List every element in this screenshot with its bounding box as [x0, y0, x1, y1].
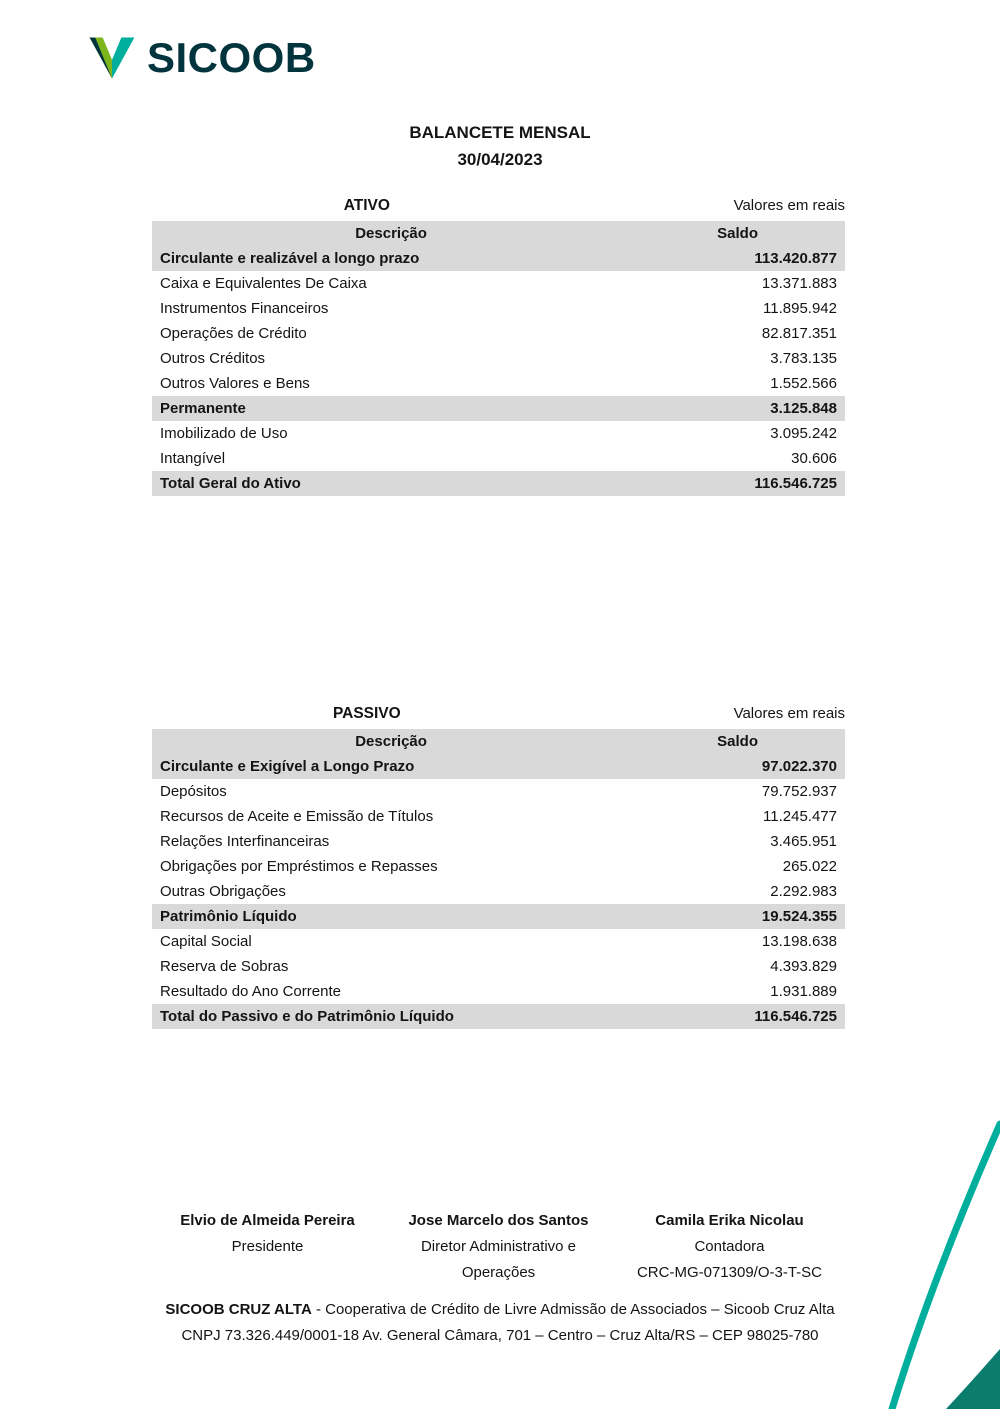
signature-role: Presidente — [231, 1238, 304, 1255]
row-label: Outras Obrigações — [160, 883, 286, 900]
signature-name: Elvio de Almeida Pereira — [180, 1212, 355, 1229]
signatures-block — [152, 1208, 845, 1286]
ativo-section-head — [152, 197, 845, 215]
ativo-table — [152, 221, 845, 496]
ativo-unit-label: Valores em reais — [733, 197, 845, 214]
signature-role-extra: Operações — [461, 1264, 536, 1281]
table-row — [152, 754, 845, 779]
row-value: 3.465.951 — [770, 833, 837, 850]
row-label: Relações Interfinanceiras — [160, 833, 330, 850]
table-row — [152, 979, 845, 1004]
row-value: 3.095.242 — [770, 425, 837, 442]
footer-line1 — [0, 1297, 1000, 1323]
signature-diretor — [383, 1208, 614, 1286]
document-title-line1: BALANCETE MENSAL — [409, 123, 591, 142]
row-value: 30.606 — [791, 450, 837, 467]
row-value: 13.371.883 — [761, 275, 837, 292]
row-label: Total do Passivo e do Patrimônio Líquido — [152, 1004, 630, 1029]
ativo-section-title: ATIVO — [343, 197, 390, 214]
row-label: Depósitos — [160, 783, 227, 800]
table-row — [152, 779, 845, 804]
table-row — [152, 396, 845, 421]
row-label: Operações de Crédito — [160, 325, 307, 342]
ativo-section — [152, 197, 845, 496]
signature-role: Contadora — [694, 1238, 765, 1255]
row-value: 265.022 — [782, 858, 837, 875]
table-row — [152, 246, 845, 271]
signature-presidente — [152, 1208, 383, 1286]
table-row — [152, 929, 845, 954]
row-label: Patrimônio Líquido — [152, 904, 630, 929]
table-row — [152, 954, 845, 979]
row-label: Total Geral do Ativo — [152, 471, 630, 496]
row-label: Intangível — [160, 450, 226, 467]
footer-coop-desc: - Cooperativa de Crédito de Livre Admissão de Associados – Sicoob Cruz Alta — [311, 1301, 835, 1318]
table-row — [152, 829, 845, 854]
sicoob-logo-icon — [84, 36, 140, 80]
row-label: Capital Social — [160, 933, 252, 950]
table-row — [152, 371, 845, 396]
table-row — [152, 446, 845, 471]
row-label: Circulante e realizável a longo prazo — [152, 246, 630, 271]
row-label: Permanente — [152, 396, 630, 421]
table-row — [152, 421, 845, 446]
table-row — [152, 804, 845, 829]
footer — [0, 1297, 1000, 1349]
row-value: 11.895.942 — [763, 300, 837, 317]
passivo-section — [152, 705, 845, 1029]
row-value: 4.393.829 — [770, 958, 837, 975]
signature-name: Jose Marcelo dos Santos — [408, 1212, 589, 1229]
row-value: 3.125.848 — [630, 396, 845, 421]
row-label: Obrigações por Empréstimos e Repasses — [160, 858, 438, 875]
row-value: 2.292.983 — [770, 883, 837, 900]
row-value: 1.552.566 — [770, 375, 837, 392]
row-label: Imobilizado de Uso — [160, 425, 288, 442]
row-label: Resultado do Ano Corrente — [160, 983, 341, 1000]
signature-contadora — [614, 1208, 845, 1286]
row-value: 79.752.937 — [761, 783, 837, 800]
table-row — [152, 321, 845, 346]
table-row — [152, 296, 845, 321]
col-header-saldo: Saldo — [630, 221, 845, 246]
row-label: Caixa e Equivalentes De Caixa — [160, 275, 367, 292]
table-row-total — [152, 1004, 845, 1029]
row-value: 1.931.889 — [770, 983, 837, 1000]
signature-role: Diretor Administrativo e — [420, 1238, 577, 1255]
row-value: 116.546.725 — [630, 1004, 845, 1029]
row-value: 19.524.355 — [630, 904, 845, 929]
table-row-total — [152, 471, 845, 496]
passivo-unit-label: Valores em reais — [733, 705, 845, 722]
row-value: 3.783.135 — [770, 350, 837, 367]
footer-coop-name: SICOOB CRUZ ALTA — [165, 1301, 312, 1318]
row-label: Recursos de Aceite e Emissão de Títulos — [160, 808, 434, 825]
row-label: Circulante e Exigível a Longo Prazo — [152, 754, 630, 779]
table-header-row — [152, 221, 845, 246]
row-value: 11.245.477 — [763, 808, 837, 825]
row-value: 13.198.638 — [761, 933, 837, 950]
document-title — [0, 119, 1000, 173]
table-row — [152, 879, 845, 904]
table-header-row — [152, 729, 845, 754]
row-label: Outros Valores e Bens — [160, 375, 310, 392]
row-value: 97.022.370 — [630, 754, 845, 779]
signature-role-extra: CRC-MG-071309/O-3-T-SC — [636, 1264, 823, 1281]
row-label: Outros Créditos — [160, 350, 266, 367]
passivo-section-head — [152, 705, 845, 723]
row-value: 116.546.725 — [630, 471, 845, 496]
table-row — [152, 271, 845, 296]
passivo-section-title: PASSIVO — [332, 705, 401, 722]
col-header-descricao: Descrição — [152, 729, 630, 754]
table-row — [152, 904, 845, 929]
row-label: Instrumentos Financeiros — [160, 300, 329, 317]
signature-name: Camila Erika Nicolau — [655, 1212, 804, 1229]
table-row — [152, 854, 845, 879]
row-value: 82.817.351 — [761, 325, 837, 342]
row-value: 113.420.877 — [630, 246, 845, 271]
col-header-saldo: Saldo — [630, 729, 845, 754]
row-label: Reserva de Sobras — [160, 958, 289, 975]
sicoob-logo — [84, 36, 316, 80]
document-title-date: 30/04/2023 — [457, 150, 543, 169]
sicoob-logo-text: SICOOB — [147, 34, 316, 81]
table-row — [152, 346, 845, 371]
col-header-descricao: Descrição — [152, 221, 630, 246]
corner-curve-decoration — [870, 1109, 1000, 1414]
footer-line2: CNPJ 73.326.449/0001-18 Av. General Câmara, 701 – Centro – Cruz Alta/RS – CEP 98025-780 — [181, 1327, 819, 1344]
passivo-table — [152, 729, 845, 1029]
